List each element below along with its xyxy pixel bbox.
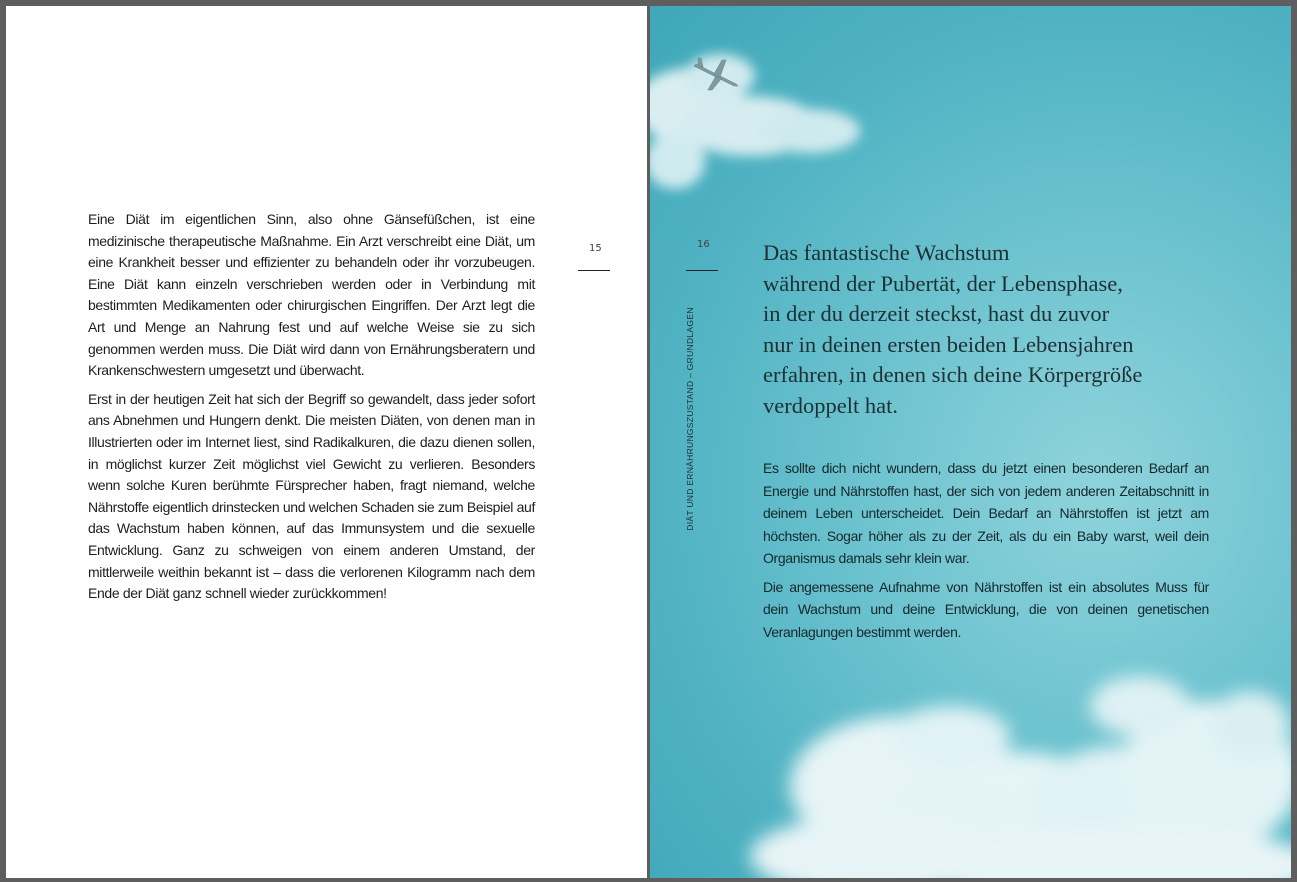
airplane-icon — [692, 56, 744, 96]
right-page — [650, 6, 1291, 878]
pull-quote — [763, 238, 1233, 421]
left-page-number-rule — [578, 270, 610, 271]
right-page-text — [763, 457, 1209, 649]
pull-quote-line: während der Pubertät, der Lebensphase, — [763, 270, 1123, 296]
right-paragraph-1: Es sollte dich nicht wundern, dass du jetzt einen besonderen Bedarf an Energie und Nährstoffen hast, der sich von jedem anderen Zeitabschnitt in deinem Leben unterscheidet. Dein Bedarf an Nährstoffen ist jetzt am höchsten. Sogar höher als zu der Zeit, als du ein Baby warst, weil dein Organismus damals sehr klein war. — [763, 460, 1209, 566]
sky-clouds — [650, 6, 1291, 878]
left-paragraph-1: Eine Diät im eigentlichen Sinn, also ohne Gänsefüßchen, ist eine medizinische therapeutische Maßnahme. Ein Arzt verschreibt eine Diät, um eine Krankheit besser und effizienter zu behandeln oder ihr vorzubeugen. Eine Diät kann einzeln verschrieben werden oder in Verbindung mit bestimmten Medikamenten oder chirurgischen Eingriffen. Der Arzt legt die Art und Menge an Nahrung fest und auf welche Weise sie zu sich genommen werden muss. Die Diät wird dann von Ernährungsberatern und Krankenschwestern umgesetzt und überwacht. — [88, 211, 535, 379]
left-page — [6, 6, 647, 878]
pull-quote-line: in der du derzeit steckst, hast du zuvor — [763, 301, 1110, 326]
top-cloud — [650, 54, 860, 189]
running-head: DIÄT UND ERNÄHRUNGSZUSTAND – GRUNDLAGEN — [685, 307, 695, 531]
right-page-number-rule — [686, 270, 718, 271]
left-page-number: 15 — [589, 243, 602, 254]
pull-quote-line: verdoppelt hat. — [763, 392, 898, 418]
pull-quote-line: erfahren, in denen sich deine Körpergröße — [763, 362, 1143, 387]
pull-quote-line: Das fantastische Wachstum — [763, 240, 1010, 265]
left-page-text — [88, 209, 535, 612]
right-page-number: 16 — [697, 239, 710, 250]
bottom-clouds — [750, 676, 1291, 878]
left-paragraph-2: Erst in der heutigen Zeit hat sich der Begriff so gewandelt, dass jeder sofort ans Abnehmen und Hungern denkt. Die meisten Diäten, von denen man in Illustrierten oder im Internet liest, sind Radikalkuren, die dazu dienen sollen, in möglichst kurzer Zeit möglichst viel Gewicht zu verlieren. Besonders wenn solche Kuren berühmte Fürsprecher haben, fragt niemand, welche Nährstoffe eigentlich drinstecken und welchen Schaden sie zum Beispiel auf das Wachstum haben können, auf das Immunsystem und die sexuelle Entwicklung. Ganz zu schweigen von einem anderen Umstand, der mittlerweile weithin bekannt ist – dass die verlorenen Kilogramm nach dem Ende der Diät ganz schnell wieder zurückkommen! — [88, 390, 536, 602]
pull-quote-line: nur in deinen ersten beiden Lebensjahren — [763, 331, 1134, 357]
right-paragraph-2: Die angemessene Aufnahme von Nährstoffen ist ein absolutes Muss für dein Wachstum und deine Entwicklung, die von deinen genetischen Veranlagungen bestimmt werden. — [763, 578, 1209, 640]
